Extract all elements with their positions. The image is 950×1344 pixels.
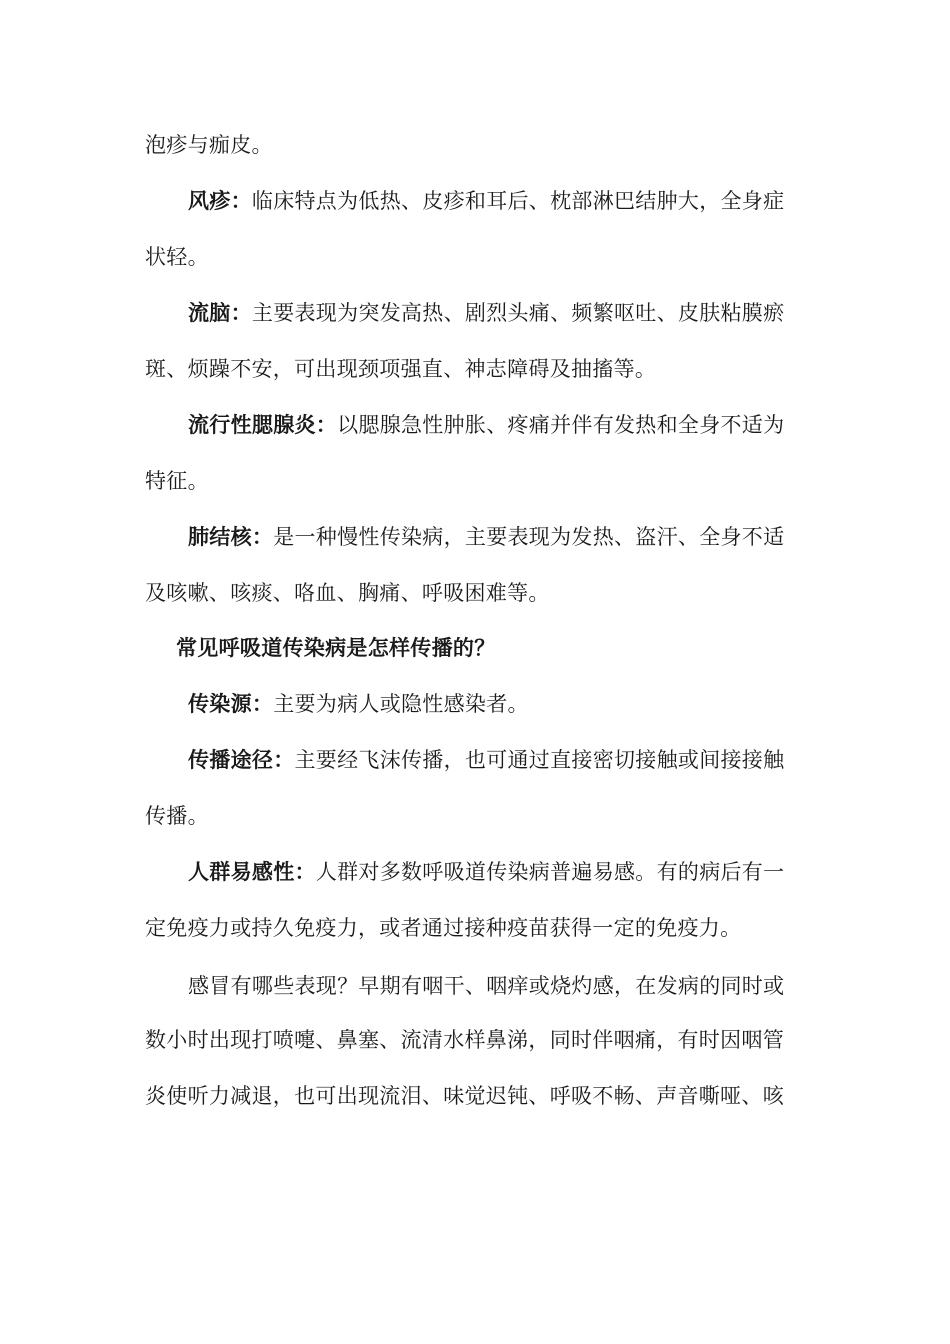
text: 感冒有哪些表现？早期有咽干、咽痒或烧灼感，在发病的同时或 xyxy=(188,974,785,998)
text: 数小时出现打喷嚏、鼻塞、流清水样鼻涕，同时伴咽痛，有时因咽管 xyxy=(145,1028,784,1052)
text: 主要表现为突发高热、剧烈头痛、频繁呕吐、皮肤粘膜瘀 xyxy=(251,301,785,325)
term-label: 传播途径： xyxy=(188,748,295,772)
paragraph-line xyxy=(188,858,810,886)
paragraph-line xyxy=(145,1082,810,1110)
paragraph-line xyxy=(145,467,810,495)
text: 斑、烦躁不安，可出现颈项强直、神志障碍及抽搐等。 xyxy=(145,357,657,381)
text: 泡疹与痂皮。 xyxy=(145,133,273,157)
paragraph-line xyxy=(145,131,810,159)
term-label: 人群易感性： xyxy=(188,860,316,884)
text: 临床特点为低热、皮疹和耳后、枕部淋巴结肿大，全身症 xyxy=(251,189,785,213)
paragraph-line xyxy=(188,972,810,1000)
text: 主要经飞沫传播，也可通过直接密切接触或间接接触 xyxy=(294,748,785,772)
term-label: 肺结核： xyxy=(188,525,274,549)
text: 是一种慢性传染病，主要表现为发热、盗汗、全身不适 xyxy=(273,525,785,549)
text: 炎使听力减退，也可出现流泪、味觉迟钝、呼吸不畅、声音嘶哑、咳 xyxy=(145,1084,784,1108)
text: 主要为病人或隐性感染者。 xyxy=(273,692,529,716)
paragraph-line xyxy=(188,746,810,774)
paragraph-line xyxy=(188,690,810,718)
text: 传播。 xyxy=(145,804,209,828)
text: 以腮腺急性肿胀、疼痛并伴有发热和全身不适为 xyxy=(337,413,785,437)
paragraph-line xyxy=(145,579,810,607)
text: 状轻。 xyxy=(145,245,209,269)
term-label: 风疹： xyxy=(188,189,252,213)
heading-text: 常见呼吸道传染病是怎样传播的？ xyxy=(176,636,496,660)
paragraph-line xyxy=(145,355,810,383)
paragraph-line xyxy=(145,243,810,271)
text: 及咳嗽、咳痰、咯血、胸痛、呼吸困难等。 xyxy=(145,581,550,605)
text: 人群对多数呼吸道传染病普遍易感。有的病后有一 xyxy=(315,860,785,884)
paragraph-line xyxy=(145,802,810,830)
term-label: 流行性腮腺炎： xyxy=(188,413,338,437)
paragraph-line xyxy=(188,411,810,439)
term-label: 流脑： xyxy=(188,301,252,325)
text: 特征。 xyxy=(145,469,209,493)
paragraph-line xyxy=(188,187,810,215)
paragraph-line xyxy=(145,914,810,942)
text: 定免疫力或持久免疫力，或者通过接种疫苗获得一定的免疫力。 xyxy=(145,916,742,940)
paragraph-line xyxy=(188,299,810,327)
paragraph-line xyxy=(188,523,810,551)
paragraph-line xyxy=(145,1026,810,1054)
section-heading xyxy=(176,634,841,662)
term-label: 传染源： xyxy=(188,692,274,716)
